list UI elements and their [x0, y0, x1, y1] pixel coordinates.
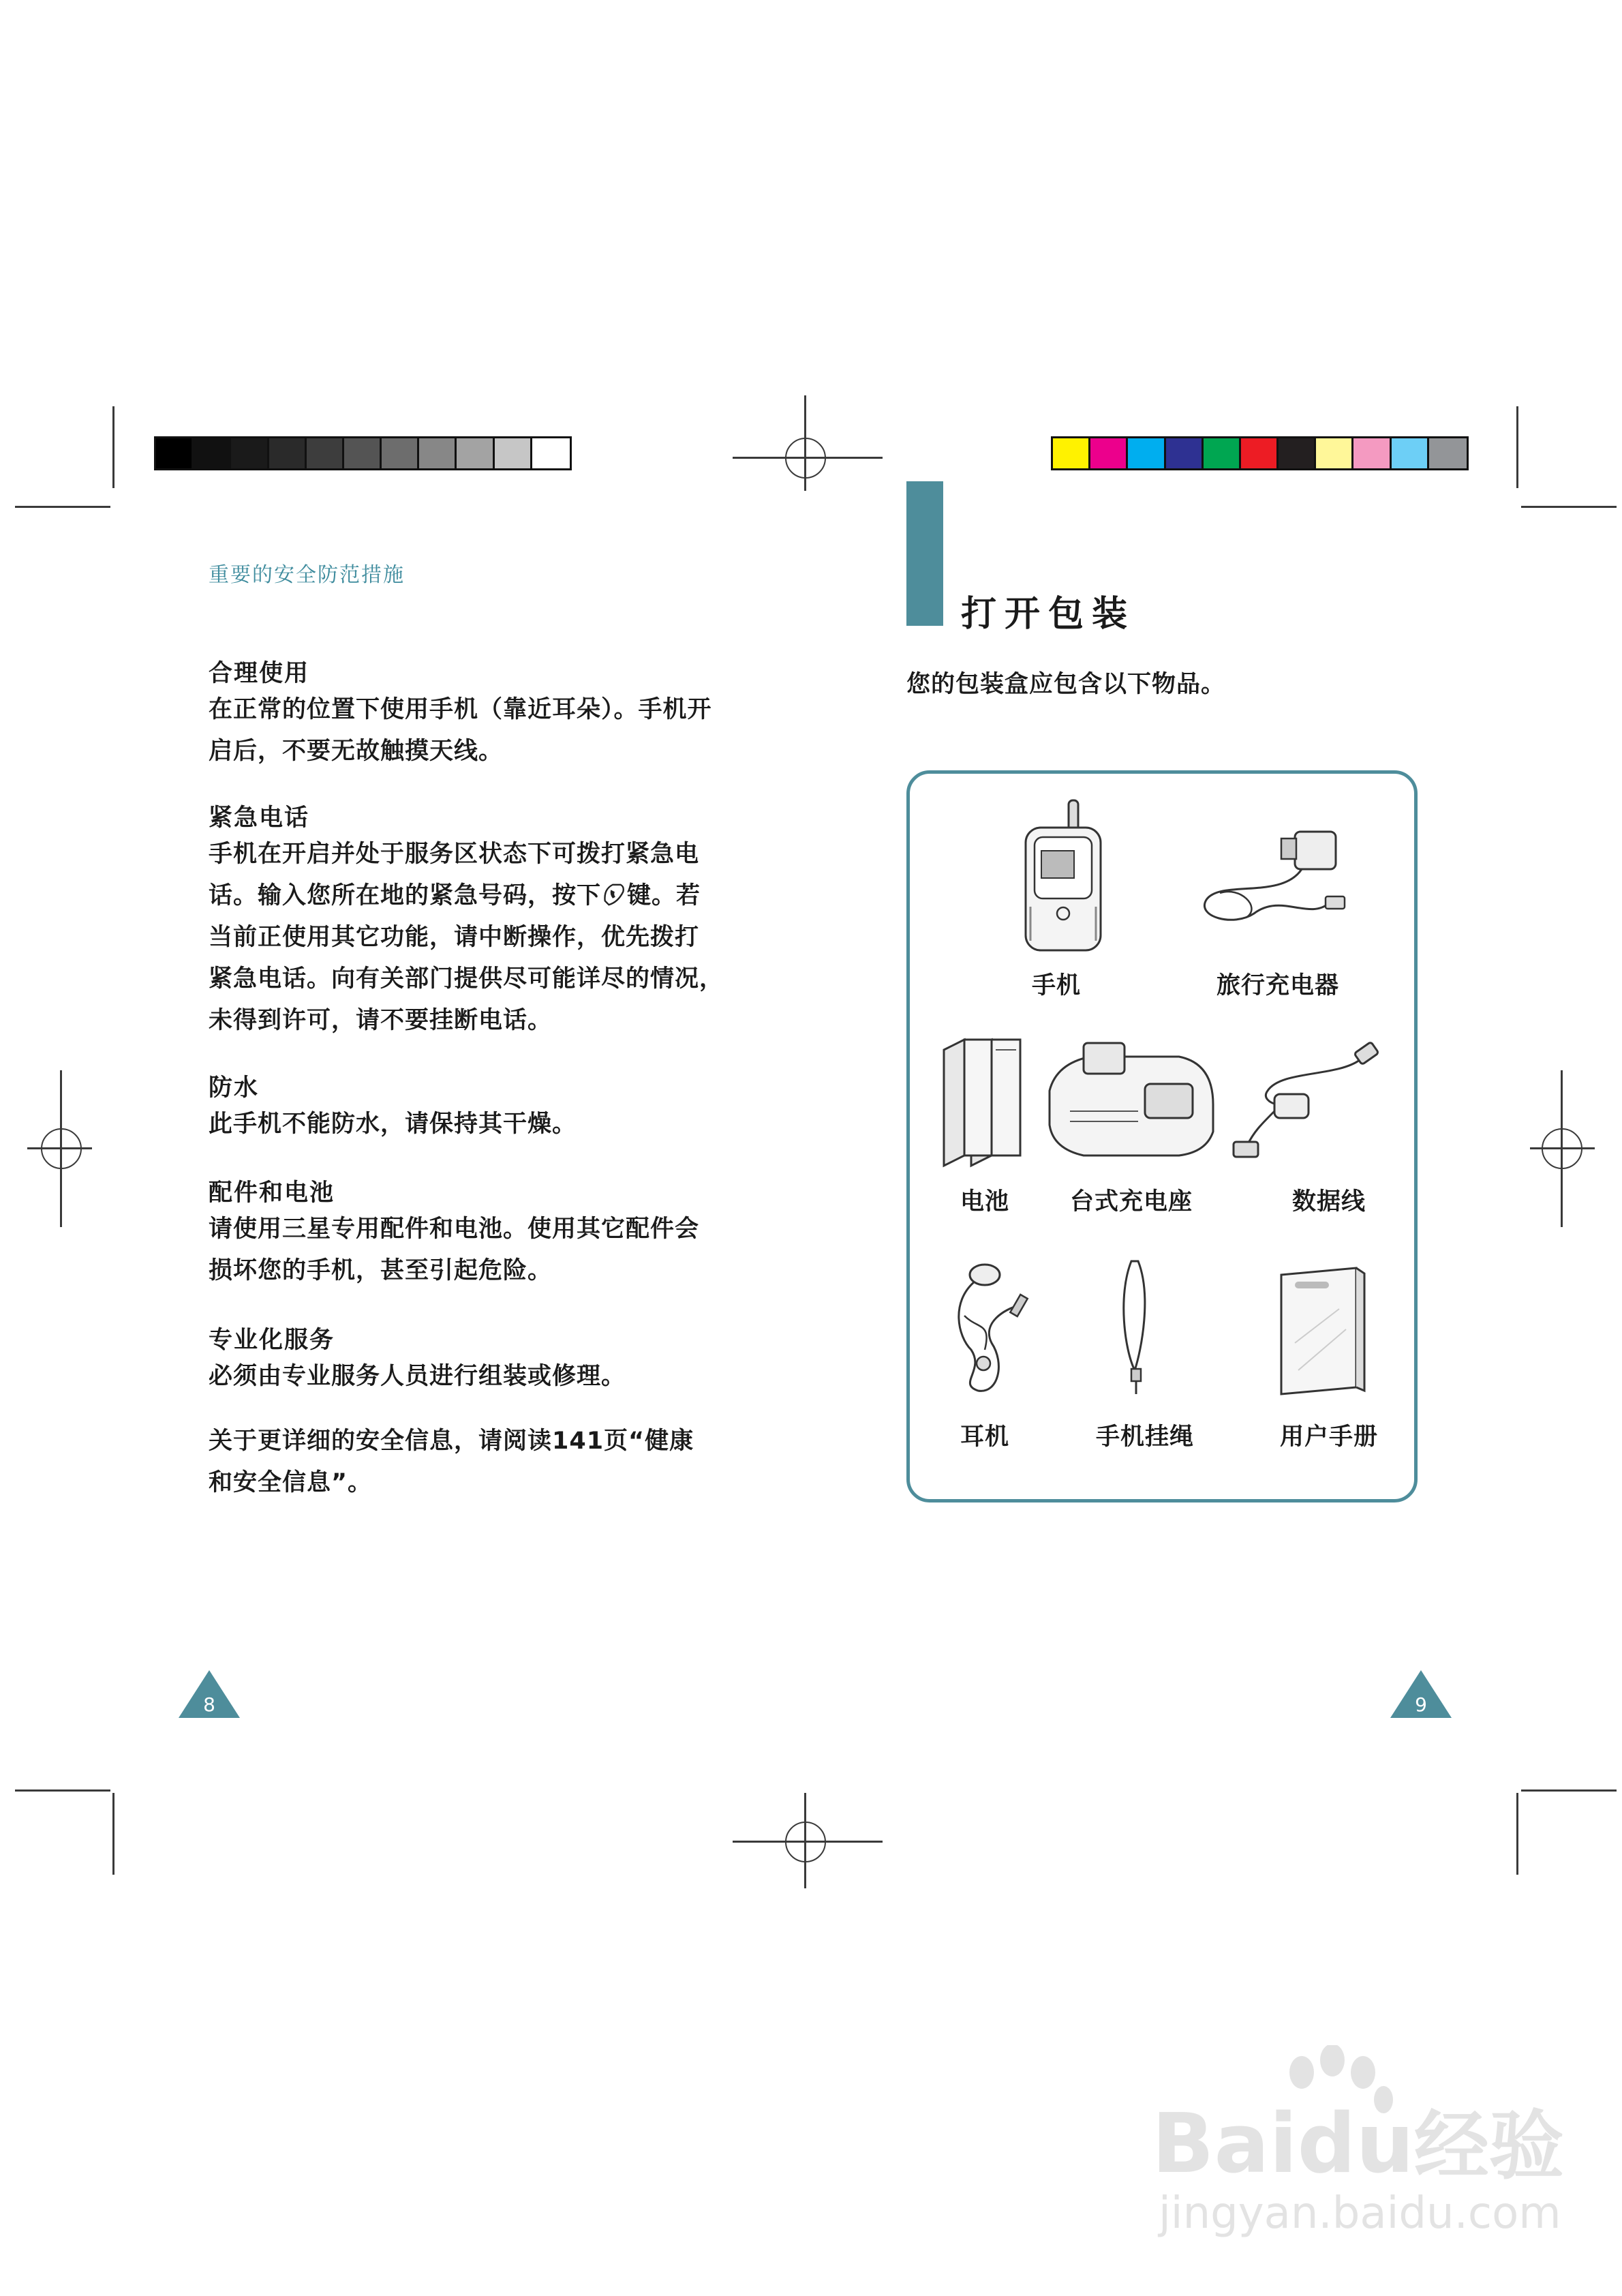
- phone-icon: [1015, 798, 1111, 954]
- heading-professional-service: 专业化服务: [209, 1327, 335, 1354]
- data-cable-icon: [1227, 1036, 1390, 1166]
- item-label-desktop-charger: 台式充电座: [1069, 1188, 1193, 1215]
- cmyk-swatch: [1128, 438, 1165, 468]
- grayscale-swatch: [382, 438, 419, 468]
- grayscale-swatch: [532, 438, 570, 468]
- cmyk-swatch: [1279, 438, 1316, 468]
- cmyk-swatch: [1204, 438, 1241, 468]
- crop-mark: [112, 406, 114, 488]
- page-number-right: 9: [1390, 1670, 1452, 1718]
- manual-icon: [1274, 1261, 1370, 1398]
- cmyk-swatch: [1166, 438, 1204, 468]
- grayscale-swatch: [231, 438, 269, 468]
- grayscale-swatch: [194, 438, 231, 468]
- section-header: 重要的安全防范措施: [209, 563, 405, 587]
- cmyk-swatch: [1241, 438, 1279, 468]
- grayscale-color-bar: [154, 436, 572, 470]
- watermark-brand: Baidu经验: [1152, 2097, 1564, 2192]
- crop-mark: [1516, 406, 1518, 488]
- cmyk-swatch: [1392, 438, 1429, 468]
- crop-mark: [112, 1793, 114, 1875]
- page-number-left: 8: [179, 1670, 240, 1718]
- grayscale-swatch: [156, 438, 194, 468]
- grayscale-swatch: [269, 438, 307, 468]
- paragraph-proper-use: 在正常的位置下使用手机（靠近耳朵）。手机开 启后，不要无故触摸天线。: [209, 696, 712, 765]
- travel-charger-icon: [1193, 818, 1356, 941]
- heading-waterproof: 防水: [209, 1074, 260, 1102]
- item-label-strap: 手机挂绳: [1095, 1423, 1194, 1451]
- grayscale-swatch: [419, 438, 457, 468]
- item-label-manual: 用户手册: [1279, 1423, 1378, 1451]
- cmyk-swatch: [1316, 438, 1353, 468]
- cmyk-swatch: [1090, 438, 1128, 468]
- earphone-icon: [944, 1254, 1046, 1398]
- cmyk-swatch: [1353, 438, 1391, 468]
- crop-mark: [15, 1789, 110, 1792]
- item-label-phone: 手机: [1031, 972, 1081, 999]
- paragraph-emergency-call: 手机在开启并处于服务区状态下可拨打紧急电 话。输入您所在地的紧急号码，按下 键。若 当前正使用其它功能，请中断操作，优先拨打 紧急电话。向有关部门提供尽可能详尽的情况， 未得到许可，请不要挂断电话。: [209, 841, 724, 1034]
- cmyk-swatch: [1053, 438, 1090, 468]
- item-label-battery: 电池: [960, 1188, 1009, 1215]
- grayscale-swatch: [307, 438, 344, 468]
- crop-mark: [1521, 1789, 1617, 1792]
- intro-text: 您的包装盒应包含以下物品。: [906, 671, 1226, 698]
- crop-mark: [15, 506, 110, 508]
- crop-mark: [1516, 1793, 1518, 1875]
- item-label-data-cable: 数据线: [1291, 1188, 1366, 1215]
- item-label-earphone: 耳机: [960, 1423, 1009, 1451]
- paragraph-accessories: 请使用三星专用配件和电池。使用其它配件会 损坏您的手机，甚至引起危险。: [209, 1215, 700, 1284]
- desktop-charger-icon: [1043, 1036, 1220, 1166]
- page-title: 打开包装: [961, 594, 1136, 635]
- battery-icon: [937, 1036, 1032, 1173]
- grayscale-swatch: [495, 438, 532, 468]
- title-accent-bar: [906, 481, 943, 626]
- paragraph-professional-service: 必须由专业服务人员进行组装或修理。: [209, 1363, 626, 1390]
- paragraph-waterproof: 此手机不能防水，请保持其干燥。: [209, 1111, 577, 1138]
- send-key-icon: [601, 881, 627, 907]
- heading-emergency-call: 紧急电话: [209, 804, 310, 832]
- grayscale-swatch: [344, 438, 382, 468]
- closing-note: 关于更详细的安全信息，请阅读141页“健康 和安全信息”。: [209, 1428, 694, 1496]
- heading-proper-use: 合理使用: [209, 660, 310, 687]
- heading-accessories: 配件和电池: [209, 1179, 335, 1207]
- watermark-url: jingyan.baidu.com: [1159, 2188, 1561, 2239]
- item-label-travel-charger: 旅行充电器: [1216, 972, 1339, 999]
- grayscale-swatch: [457, 438, 494, 468]
- cmyk-color-bar: [1051, 436, 1469, 470]
- strap-icon: [1104, 1254, 1172, 1398]
- cmyk-swatch: [1429, 438, 1467, 468]
- crop-mark: [1521, 506, 1617, 508]
